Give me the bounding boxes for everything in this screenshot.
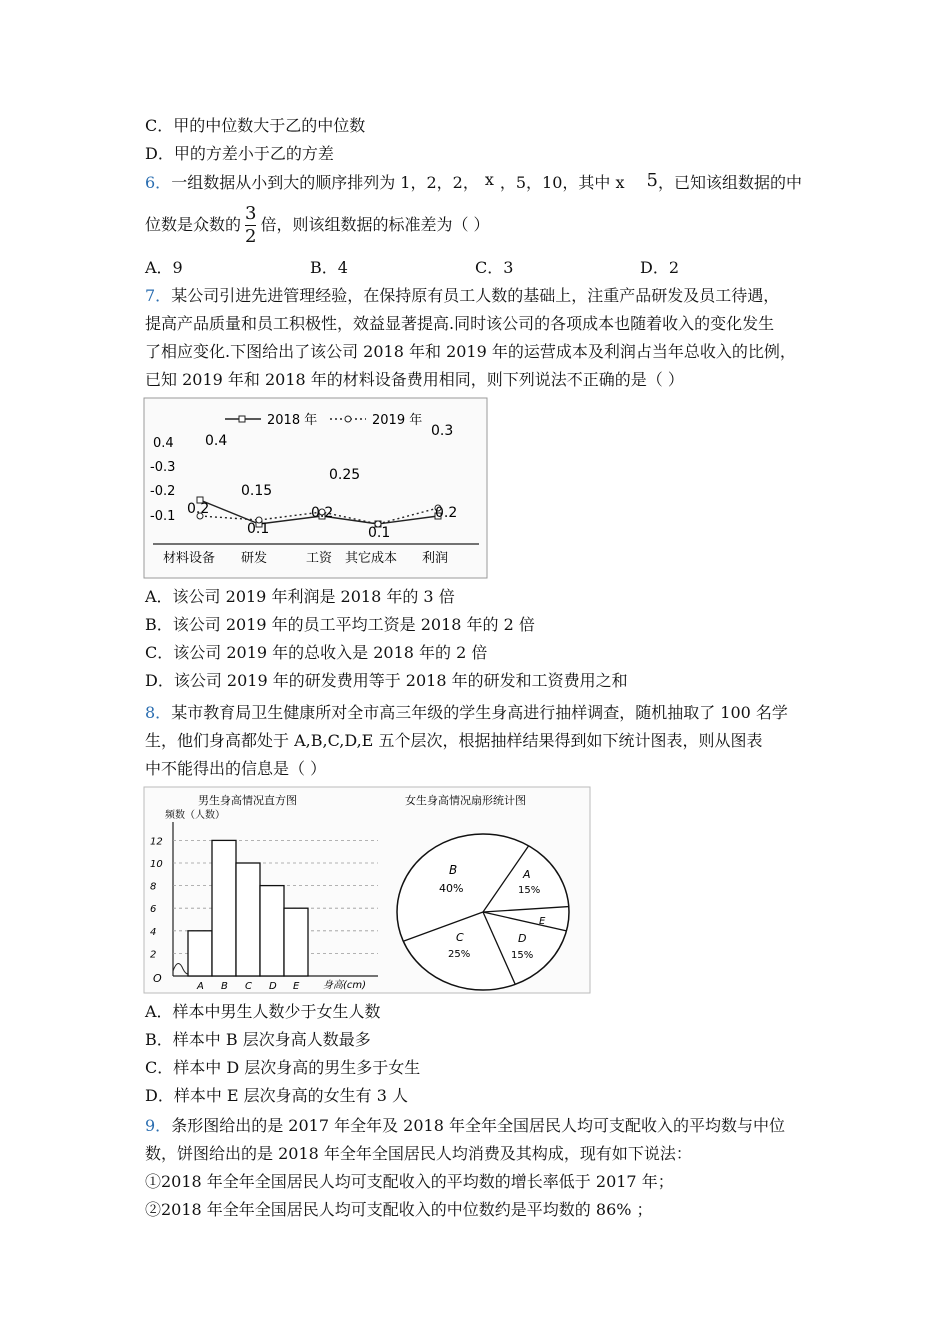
histogram-origin: O — [153, 972, 162, 985]
histogram-bar-e — [284, 908, 308, 976]
histogram-x-tick-label: B — [221, 981, 228, 992]
q6-line2 — [145, 205, 490, 246]
q8-option-d: D．样本中 E 层次身高的女生有 3 人 — [145, 1086, 409, 1105]
q6-var-x: x — [484, 170, 494, 189]
data-label-2018-profit: 0.2 — [435, 505, 458, 521]
y-tick-label: -0.2 — [150, 484, 176, 499]
data-label-2019-profit: 0.3 — [431, 423, 454, 439]
legend-2018-marker — [239, 416, 245, 422]
histogram-y-tick-label: 6 — [150, 904, 157, 916]
q6-line1 — [145, 172, 802, 194]
pie-pct-d: 15% — [511, 950, 534, 961]
y-tick-label: -0.1 — [150, 509, 176, 524]
x-tick-label: 其它成本 — [345, 551, 398, 566]
y-tick-value: 0.1 — [154, 509, 176, 524]
histogram-x-tick-label: C — [245, 981, 252, 992]
pie-chart — [397, 834, 569, 990]
q9-line1 — [145, 1115, 785, 1137]
q8-line2: 生，他们身高都处于 A,B,C,D,E 五个层次，根据抽样结果得到如下统计图表，则从图表 — [145, 731, 763, 750]
data-label-2018-wages: 0.2 — [311, 505, 334, 521]
q9-line4: ②2018 年全年全国居民人均可支配收入的中位数约是平均数的 86% ； — [145, 1200, 653, 1219]
q6-text-c: 5 — [646, 170, 658, 191]
pie-pct-c: 25% — [448, 949, 471, 960]
data-label-2018-rd: 0.1 — [247, 521, 270, 537]
q7-line2: 提高产品质量和员工积极性，效益显著提高.同时该公司的各项成本也随着收入的变化发生 — [145, 314, 775, 333]
q8-line3: 中不能得出的信息是（ ） — [145, 759, 327, 778]
fraction-numerator: 3 — [245, 203, 257, 224]
data-label-2018-materials: 0.4 — [205, 433, 228, 449]
q8-option-a: A．样本中男生人数少于女生人数 — [145, 1002, 381, 1021]
data-label-2019-rd: 0.15 — [241, 483, 273, 499]
q6-text-f: 倍，则该组数据的标准差为（ ） — [260, 215, 490, 234]
q8-text-1: 某市教育局卫生健康所对全市高三年级的学生身高进行抽样调查，随机抽取了 100 名学 — [171, 703, 788, 722]
histogram-x-tick-label: D — [269, 981, 277, 992]
x-tick-label: 利润 — [422, 551, 449, 566]
q6-number: 6． — [145, 173, 172, 192]
q6-option-b: B．4 — [310, 258, 348, 277]
q7-option-b: B．该公司 2019 年的员工平均工资是 2018 年的 2 倍 — [145, 615, 535, 634]
histogram-xlabel: 身高(cm) — [323, 980, 367, 991]
q7-option-a: A．该公司 2019 年利润是 2018 年的 3 倍 — [145, 587, 455, 606]
pie-label-d: D — [518, 932, 527, 945]
q7-line1 — [145, 285, 779, 307]
q6-text-b: ，5，10，其中 x — [499, 173, 625, 192]
pie-label-c: C — [456, 931, 464, 944]
q7-option-c: C．该公司 2019 年的总收入是 2018 年的 2 倍 — [145, 643, 488, 662]
pie-pct-b: 40% — [439, 882, 464, 895]
q6-options — [145, 257, 805, 279]
histogram-title: 男生身高情况直方图 — [198, 794, 297, 807]
q8-option-b: B．样本中 B 层次身高人数最多 — [145, 1030, 371, 1049]
line-chart-cost-profit — [143, 397, 488, 579]
histogram-bar-c — [236, 863, 260, 976]
histogram-y-tick-label: 4 — [150, 926, 157, 938]
q7-number: 7． — [145, 286, 172, 305]
q6-option-a: A．9 — [145, 258, 183, 277]
q9-text-1: 条形图给出的是 2017 年全年及 2018 年全年全国居民人均可支配收入的平均数与中位 — [171, 1116, 785, 1135]
histogram-x-tick-label: E — [293, 981, 300, 992]
x-tick-label: 工资 — [306, 551, 333, 566]
histogram-y-tick-label: 8 — [150, 881, 157, 893]
q9-line3: ①2018 年全年全国居民人均可支配收入的平均数的增长率低于 2017 年； — [145, 1172, 674, 1191]
q6-text-a: 一组数据从小到大的顺序排列为 1，2，2， — [171, 173, 479, 192]
data-label-2018-other: 0.1 — [368, 525, 391, 541]
q6-option-d: D．2 — [640, 258, 680, 277]
q7-line4: 已知 2019 年和 2018 年的材料设备费用相同，则下列说法不正确的是（ ） — [145, 370, 684, 389]
q6-text-d: ，已知该组数据的中 — [657, 173, 802, 192]
q6-option-c: C．3 — [475, 258, 514, 277]
y-tick-value: 0.2 — [154, 484, 176, 499]
x-tick-label: 材料设备 — [163, 551, 216, 566]
histogram-y-tick-label: 2 — [150, 949, 157, 961]
q6-fraction — [245, 205, 256, 246]
legend-2018-label: 2018 年 — [267, 413, 318, 428]
histogram-bar-b — [212, 840, 236, 976]
q7-line3: 了相应变化.下图给出了该公司 2018 年和 2019 年的运营成本及利润占当年总收入的比例， — [145, 342, 796, 361]
legend-2019-label: 2019 年 — [372, 413, 423, 428]
pie-label-e: E — [539, 916, 546, 927]
q8-option-c: C．样本中 D 层次身高的男生多于女生 — [145, 1058, 421, 1077]
legend-2019-marker — [345, 416, 351, 422]
histogram-ylabel: 频数（人数） — [165, 810, 225, 821]
pie-title: 女生身高情况扇形统计图 — [405, 794, 526, 807]
q9-number: 9． — [145, 1116, 172, 1135]
data-label-2019-wages: 0.25 — [329, 467, 361, 483]
pie-label-a: A — [523, 868, 531, 881]
q8-line1 — [145, 702, 788, 724]
y-tick-value: 0.3 — [154, 460, 176, 475]
q5-option-d: D．甲的方差小于乙的方差 — [145, 144, 334, 163]
pie-label-b: B — [449, 863, 458, 877]
data-label-2019-materials: 0.2 — [187, 501, 210, 517]
fraction-denominator: 2 — [245, 226, 257, 247]
y-tick-label: -0.3 — [150, 460, 176, 475]
x-tick-label: 研发 — [241, 551, 268, 566]
histogram-bar-d — [260, 886, 284, 976]
histogram-y-tick-label: 12 — [150, 836, 163, 848]
q7-text-1: 某公司引进先进管理经验，在保持原有员工人数的基础上，注重产品研发及员工待遇， — [171, 286, 780, 305]
q5-option-c: C．甲的中位数大于乙的中位数 — [145, 116, 366, 135]
histogram-bar-a — [188, 931, 212, 976]
q8-number: 8． — [145, 703, 172, 722]
histogram-x-tick-label: A — [197, 981, 204, 992]
histogram-y-tick-label: 10 — [150, 859, 163, 870]
y-tick-label: 0.4 — [153, 436, 174, 451]
q7-option-d: D．该公司 2019 年的研发费用等于 2018 年的研发和工资费用之和 — [145, 671, 628, 690]
pie-pct-a: 15% — [518, 885, 541, 896]
q6-text-e: 位数是众数的 — [145, 215, 242, 234]
height-statistics-figure — [143, 786, 591, 994]
q9-line2: 数，饼图给出的是 2018 年全年全国居民人均消费及其构成，现有如下说法： — [145, 1144, 692, 1163]
